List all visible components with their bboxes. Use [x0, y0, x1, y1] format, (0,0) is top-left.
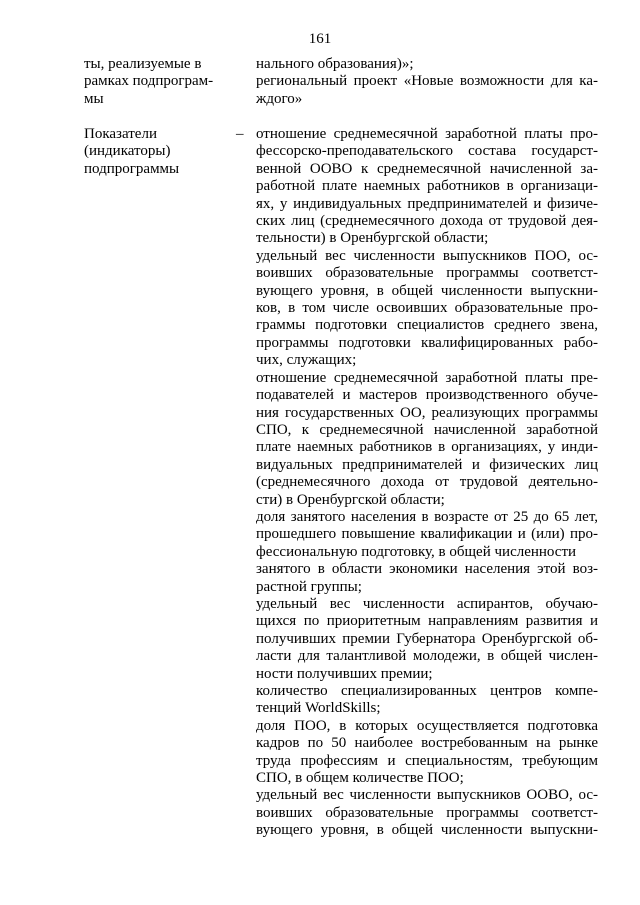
text-line: ских лиц (среднемесячного дохода от трудовой дея-: [256, 213, 598, 230]
text-line: работной плате наемных работников в организаци-: [256, 178, 598, 195]
label-line: ты, реализуемые в: [84, 56, 202, 72]
label-line: Показатели: [84, 126, 157, 142]
text-line: получивших премии Губернатора Оренбургской об-: [256, 630, 598, 647]
text-line: щихся по приоритетным направлениям развития и: [256, 613, 598, 630]
label-line: (индикаторы): [84, 143, 171, 160]
text-line: воивших образовательные программы соответст-: [256, 804, 598, 821]
text-line: удельный вес численности выпускников ООВО, ос-: [256, 787, 598, 804]
text-line: СПО, в общем количестве ПОО;: [256, 770, 464, 787]
text-line: удельный вес численности выпускников ПОО, ос-: [256, 247, 598, 264]
text-line: ласти для талантливой молодежи, в общей числен-: [256, 648, 598, 665]
text-line: воивших образовательные программы соответст-: [256, 265, 598, 282]
text-line: доля занятого населения в возрасте от 25 до 65 лет,: [256, 508, 598, 525]
text-line: ях, у индивидуальных предпринимателей и физиче-: [256, 195, 598, 212]
text-line: плате наемных работников в организациях, у инди-: [256, 439, 598, 456]
label-line: мы: [84, 90, 104, 107]
text-line: нального образования)»;: [256, 56, 414, 72]
page-number: 161: [308, 31, 332, 47]
text-line: граммы подготовки специалистов среднего звена,: [256, 317, 598, 334]
row-label: [84, 126, 229, 178]
text-line: ности получивших премии;: [256, 665, 433, 682]
text-line: программы подготовки квалифицированных рабо-: [256, 334, 598, 351]
text-line: вующего уровня, в общей численности выпускни-: [256, 822, 598, 839]
text-line: ков, в том числе освоивших образовательные про-: [256, 300, 598, 317]
label-line: подпрограммы: [84, 160, 180, 177]
text-line: доля ПОО, в которых осуществляется подготовка: [256, 717, 598, 734]
row-text: [256, 56, 598, 108]
text-line: региональный проект «Новые возможности для ка-: [256, 73, 598, 90]
text-line: труда профессиям и специальностям, требующим: [256, 752, 598, 769]
text-line: СПО, к среднемесячной начисленной заработной: [256, 421, 598, 438]
text-line: фессиональную подготовку, в общей численности: [256, 543, 577, 560]
text-line: ния государственных ОО, реализующих программы: [256, 404, 598, 421]
text-line: отношение среднемесячной заработной платы про-: [256, 126, 598, 142]
text-line: чих, служащих;: [256, 352, 357, 369]
row-label: [84, 56, 229, 108]
label-line: рамках подпрограм-: [84, 73, 214, 90]
text-line: подавателей и мастеров производственного обуче-: [256, 387, 598, 404]
text-line: фессорско-преподавательского состава государст-: [256, 143, 598, 160]
text-line: венной ООВО к среднемесячной начисленной за-: [256, 160, 598, 177]
text-line: вующего уровня, в общей численности выпускни-: [256, 282, 598, 299]
row-text: [256, 126, 598, 840]
text-line: прошедшего повышение квалификации и (или) про-: [256, 526, 598, 543]
text-line: занятого в области экономики населения этой воз-: [256, 561, 598, 578]
text-line: ждого»: [256, 90, 303, 107]
text-line: кадров по 50 наиболее востребованным на рынке: [256, 735, 598, 752]
text-line: (среднемесячного дохода от трудовой деятельно-: [256, 474, 598, 491]
text-line: отношение среднемесячной заработной платы пре-: [256, 369, 598, 386]
text-line: удельный вес численности аспирантов, обучаю-: [256, 595, 598, 612]
row-dash: –: [236, 126, 244, 142]
text-line: тельности) в Оренбургской области;: [256, 230, 489, 247]
text-line: количество специализированных центров компе-: [256, 683, 598, 699]
text-line: видуальных предпринимателей и физических лиц: [256, 456, 598, 473]
text-line: тенций WorldSkills;: [256, 700, 381, 717]
text-line: растной группы;: [256, 578, 362, 595]
text-line: сти) в Оренбургской области;: [256, 491, 445, 508]
